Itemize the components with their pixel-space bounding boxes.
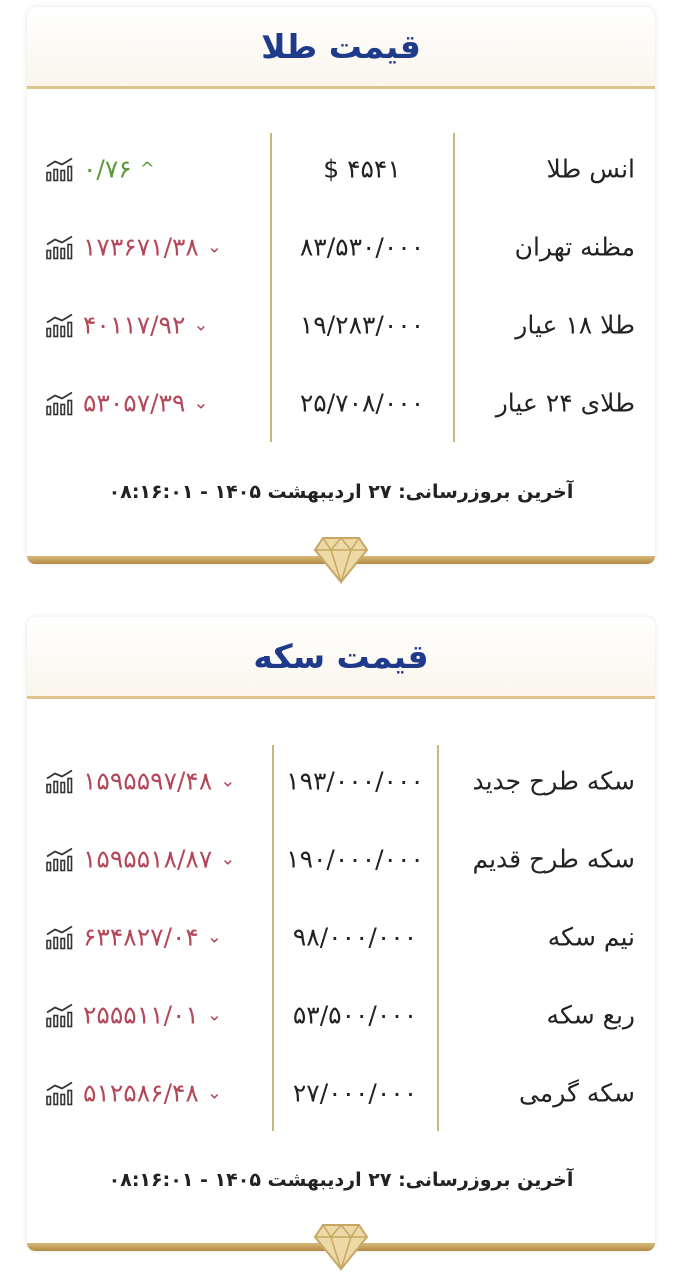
- coin-price-table: [27, 742, 655, 1132]
- bar-chart-trend-icon[interactable]: [45, 1003, 75, 1027]
- coin-card-header: [27, 617, 655, 699]
- change-value: ۱۵۹۵۵۹۷/۴۸: [83, 766, 213, 796]
- item-price: ۹۸/۰۰۰/۰۰۰: [292, 922, 418, 952]
- change-value: ۵۱۲۵۸۶/۴۸: [83, 1078, 199, 1108]
- coin-last-updated: آخرین بروزرسانی: ۲۷ اردیبهشت ۱۴۰۵ - ۰۸:۱۶:۰۱: [108, 1169, 574, 1191]
- item-change: [45, 767, 235, 796]
- bar-chart-trend-icon[interactable]: [45, 925, 75, 949]
- change-arrow-icon: ⌄: [220, 848, 236, 870]
- change-arrow-icon: ⌄: [206, 1082, 222, 1104]
- change-value: ۱۷۳۶۷۱/۳۸: [83, 232, 199, 262]
- item-name: طلا ۱۸ عیار: [515, 310, 635, 340]
- change-arrow-icon: ⌄: [220, 770, 236, 792]
- gold-card-header: [27, 7, 655, 89]
- table-row: [27, 364, 655, 442]
- change-value: ۱۵۹۵۵۱۸/۸۷: [83, 844, 213, 874]
- table-row: [27, 130, 655, 208]
- change-arrow-icon: ^: [139, 158, 155, 180]
- change-value: ۵۳۰۵۷/۳۹: [83, 388, 186, 418]
- item-price: ۸۳/۵۳۰/۰۰۰: [299, 232, 425, 262]
- table-row: [27, 286, 655, 364]
- change-value: ۲۵۵۵۱۱/۰۱: [83, 1000, 199, 1030]
- item-price: ۱۹۰/۰۰۰/۰۰۰: [286, 844, 424, 874]
- item-price: ۱۹/۲۸۳/۰۰۰: [299, 310, 425, 340]
- table-row: [27, 742, 655, 820]
- item-price: ۴۵۴۱ $: [323, 154, 401, 184]
- item-change: [45, 923, 222, 952]
- bar-chart-trend-icon[interactable]: [45, 313, 75, 337]
- item-name: مظنه تهران: [514, 232, 635, 262]
- item-name: انس طلا: [546, 154, 635, 184]
- table-row: [27, 898, 655, 976]
- table-row: [27, 1054, 655, 1132]
- gold-price-table: [27, 130, 655, 442]
- item-change: [45, 233, 222, 262]
- table-row: [27, 208, 655, 286]
- change-value: ۶۳۴۸۲۷/۰۴: [83, 922, 199, 952]
- bar-chart-trend-icon[interactable]: [45, 847, 75, 871]
- change-arrow-icon: ⌄: [193, 392, 209, 414]
- bar-chart-trend-icon[interactable]: [45, 769, 75, 793]
- item-change: [45, 1001, 222, 1030]
- change-arrow-icon: ⌄: [206, 1004, 222, 1026]
- item-change: [45, 155, 155, 184]
- change-value: ۴۰۱۱۷/۹۲: [83, 310, 186, 340]
- change-value: ۰/۷۶: [83, 154, 132, 184]
- item-change: [45, 1079, 222, 1108]
- item-name: ربع سکه: [546, 1000, 635, 1030]
- change-arrow-icon: ⌄: [206, 236, 222, 258]
- item-price: ۲۷/۰۰۰/۰۰۰: [292, 1078, 418, 1108]
- item-price: ۱۹۳/۰۰۰/۰۰۰: [286, 766, 424, 796]
- coin-card-title: قیمت سکه: [253, 637, 429, 676]
- bar-chart-trend-icon[interactable]: [45, 157, 75, 181]
- item-name: سکه طرح قدیم: [472, 844, 635, 874]
- item-name: سکه طرح جدید: [472, 766, 635, 796]
- item-change: [45, 845, 235, 874]
- gold-last-updated: آخرین بروزرسانی: ۲۷ اردیبهشت ۱۴۰۵ - ۰۸:۱۶:۰۱: [108, 481, 574, 503]
- table-row: [27, 976, 655, 1054]
- bar-chart-trend-icon[interactable]: [45, 1081, 75, 1105]
- item-price: ۵۳/۵۰۰/۰۰۰: [292, 1000, 418, 1030]
- item-name: سکه گرمی: [518, 1078, 635, 1108]
- change-arrow-icon: ⌄: [193, 314, 209, 336]
- bar-chart-trend-icon[interactable]: [45, 391, 75, 415]
- table-row: [27, 820, 655, 898]
- bar-chart-trend-icon[interactable]: [45, 235, 75, 259]
- item-price: ۲۵/۷۰۸/۰۰۰: [299, 388, 425, 418]
- item-name: نیم سکه: [547, 922, 635, 952]
- item-name: طلای ۲۴ عیار: [495, 388, 635, 418]
- diamond-icon: [313, 534, 369, 584]
- item-change: [45, 389, 209, 418]
- gold-card-title: قیمت طلا: [261, 27, 421, 66]
- change-arrow-icon: ⌄: [206, 926, 222, 948]
- item-change: [45, 311, 209, 340]
- diamond-icon: [313, 1221, 369, 1271]
